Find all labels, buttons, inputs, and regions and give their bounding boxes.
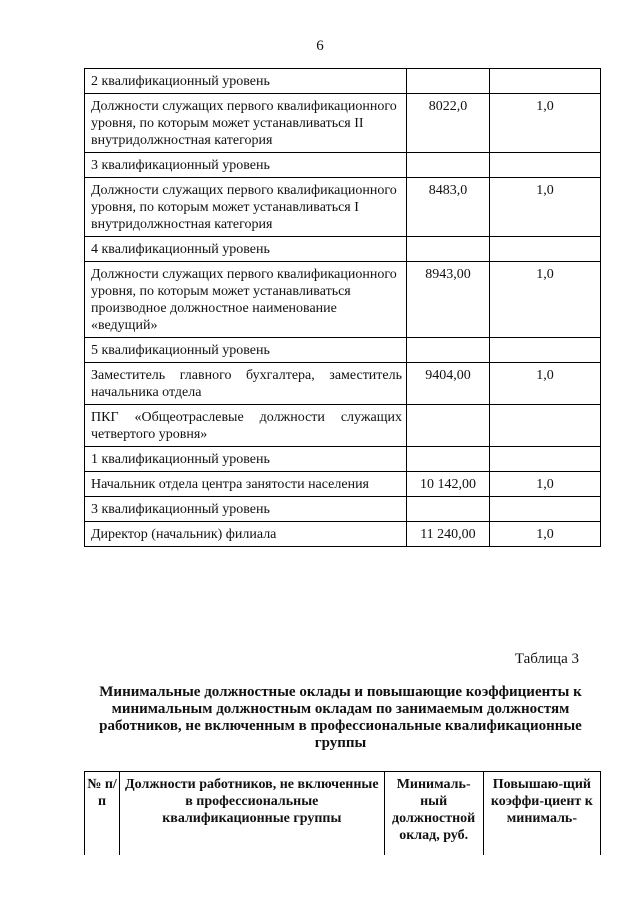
table-row	[85, 363, 601, 405]
coefficient-cell: 1,0	[489, 363, 600, 405]
table-row	[85, 262, 601, 338]
coefficient-cell: 1,0	[489, 262, 600, 338]
table-row	[85, 447, 601, 472]
table3-header	[84, 771, 601, 855]
table-row	[85, 178, 601, 237]
table-row	[85, 94, 601, 153]
position-name-cell: 3 квалификационный уровень	[85, 153, 407, 178]
position-name-cell: ПКГ «Общеотраслевые должности служащих четвертого уровня»	[85, 405, 407, 447]
coefficient-cell: 1,0	[489, 522, 600, 547]
table-row	[85, 237, 601, 262]
position-name-cell: 3 квалификационный уровень	[85, 497, 407, 522]
header-positions-column: Должности работников, не включенные в профессиональные квалификационные группы	[120, 772, 385, 856]
table-row	[85, 405, 601, 447]
coefficient-cell	[489, 497, 600, 522]
table-row	[85, 69, 601, 94]
position-name-cell: 5 квалификационный уровень	[85, 338, 407, 363]
salary-cell	[407, 237, 490, 262]
salary-cell: 9404,00	[407, 363, 490, 405]
salary-cell: 8022,0	[407, 94, 490, 153]
table3-header-row	[85, 772, 601, 856]
position-name-cell: Заместитель главного бухгалтера, заместитель начальника отдела	[85, 363, 407, 405]
header-salary-column: Минималь-ный должностной оклад, руб.	[384, 772, 483, 856]
coefficient-cell: 1,0	[489, 94, 600, 153]
position-name-cell: Должности служащих первого квалификационного уровня, по которым может устанавливаться II внутридолжностная категория	[85, 94, 407, 153]
coefficient-cell	[489, 69, 600, 94]
table-row	[85, 153, 601, 178]
table-row	[85, 338, 601, 363]
header-coefficient-column: Повышаю-щий коэффи-циент к минималь-	[483, 772, 600, 856]
coefficient-cell	[489, 237, 600, 262]
coefficient-cell	[489, 447, 600, 472]
position-name-cell: 4 квалификационный уровень	[85, 237, 407, 262]
header-number-column: № п/п	[85, 772, 120, 856]
qualification-salary-table	[84, 68, 601, 547]
table-row	[85, 497, 601, 522]
salary-cell	[407, 447, 490, 472]
salary-cell	[407, 153, 490, 178]
salary-cell	[407, 69, 490, 94]
salary-cell	[407, 497, 490, 522]
salary-cell: 10 142,00	[407, 472, 490, 497]
position-name-cell: Начальник отдела центра занятости населения	[85, 472, 407, 497]
page-number: 6	[316, 38, 324, 54]
salary-cell	[407, 338, 490, 363]
table-row	[85, 472, 601, 497]
table-caption: Таблица 3	[514, 651, 579, 667]
table-title: Минимальные должностные оклады и повышающие коэффициенты к минимальным должностным окладам по занимаемым должностям работников, не включенным в профессиональные квалификационные группы	[99, 684, 582, 751]
coefficient-cell	[489, 338, 600, 363]
position-name-cell: Директор (начальник) филиала	[85, 522, 407, 547]
position-name-cell: Должности служащих первого квалификационного уровня, по которым может устанавливаться I внутридолжностная категория	[85, 178, 407, 237]
coefficient-cell: 1,0	[489, 472, 600, 497]
position-name-cell: 2 квалификационный уровень	[85, 69, 407, 94]
salary-cell: 8483,0	[407, 178, 490, 237]
salary-cell: 8943,00	[407, 262, 490, 338]
table-row	[85, 522, 601, 547]
salary-cell	[407, 405, 490, 447]
coefficient-cell	[489, 153, 600, 178]
position-name-cell: 1 квалификационный уровень	[85, 447, 407, 472]
coefficient-cell	[489, 405, 600, 447]
coefficient-cell: 1,0	[489, 178, 600, 237]
salary-cell: 11 240,00	[407, 522, 490, 547]
position-name-cell: Должности служащих первого квалификационного уровня, по которым может устанавливаться производное должностное наименование «ведущий»	[85, 262, 407, 338]
